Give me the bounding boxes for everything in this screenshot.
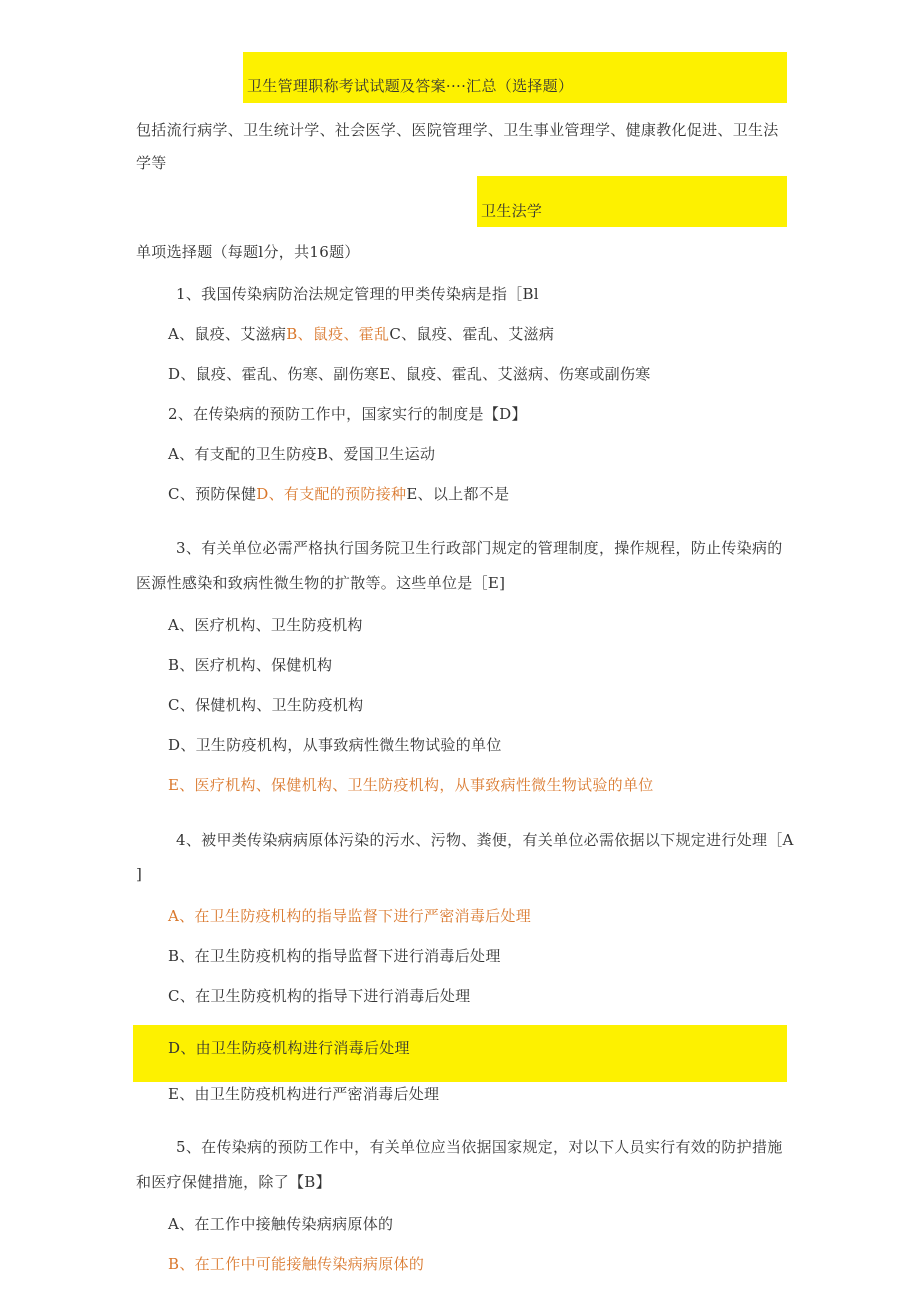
q1-option-c: C、鼠疫、霍乱、艾滋病	[389, 325, 555, 343]
q3-option-a: A、医疗机构、卫生防疫机构	[168, 616, 363, 634]
question-5-stem-line-1: 5、在传染病的预防工作中，有关单位应当依据国家规定，对以下人员实行有效的防护措施	[176, 1138, 783, 1156]
page-title: 卫生管理职称考试试题及答案····汇总（选择题）	[247, 77, 574, 95]
q5-option-a: A、在工作中接触传染病病原体的	[168, 1215, 394, 1233]
question-5-stem-line-2: 和医疗保健措施，除了【B】	[136, 1173, 331, 1191]
q2-option-e: E、以上都不是	[406, 485, 510, 503]
section-title: 卫生法学	[481, 202, 543, 220]
question-1-options-row-1	[168, 324, 554, 344]
question-2-options-row-2	[168, 484, 509, 504]
q2-option-d-answer: D、有支配的预防接种	[256, 485, 407, 503]
question-4-stem-line-2: ]	[136, 865, 143, 883]
question-4-stem-line-1: 4、被甲类传染病病原体污染的污水、污物、粪便，有关单位必需依据以下规定进行处理［A	[176, 831, 794, 849]
q4-option-a-answer: A、在卫生防疫机构的指导监督下进行严密消毒后处理	[168, 907, 532, 925]
question-3-stem-line-1: 3、有关单位必需严格执行国务院卫生行政部门规定的管理制度，操作规程，防止传染病的	[176, 539, 783, 557]
q4-option-e: E、由卫生防疫机构进行严密消毒后处理	[168, 1085, 440, 1103]
q3-option-e-answer: E、医疗机构、保健机构、卫生防疫机构，从事致病性微生物试验的单位	[168, 776, 654, 794]
q5-option-b-answer: B、在工作中可能接触传染病病原体的	[168, 1255, 425, 1273]
question-1-options-row-2: D、鼠疫、霍乱、伤寒、副伤寒E、鼠疫、霍乱、艾滋病、伤寒或副伤寒	[168, 365, 651, 383]
q4-option-d: D、由卫生防疫机构进行消毒后处理	[168, 1039, 410, 1057]
q4-option-c: C、在卫生防疫机构的指导下进行消毒后处理	[168, 987, 471, 1005]
question-3-stem-line-2: 医源性感染和致病性微生物的扩散等。这些单位是［E]	[136, 574, 506, 592]
q3-option-d: D、卫生防疫机构，从事致病性微生物试验的单位	[168, 736, 502, 754]
q2-option-c: C、预防保健	[168, 485, 257, 503]
q3-option-c: C、保健机构、卫生防疫机构	[168, 696, 364, 714]
intro-line-2: 学等	[136, 154, 167, 172]
intro-line-1: 包括流行病学、卫生统计学、社会医学、医院管理学、卫生事业管理学、健康教化促进、卫生法	[136, 121, 779, 139]
q3-option-b: B、医疗机构、保健机构	[168, 656, 333, 674]
section-subtitle: 单项选择题（每题l分，共16题）	[136, 243, 360, 261]
q1-option-b-answer: B、鼠疫、霍乱	[286, 325, 390, 343]
question-2-options-row-1: A、有支配的卫生防疫B、爱国卫生运动	[168, 445, 436, 463]
q1-option-a: A、鼠疫、艾滋病	[168, 325, 287, 343]
question-1-stem: 1、我国传染病防治法规定管理的甲类传染病是指［Bl	[176, 285, 539, 303]
question-2-stem: 2、在传染病的预防工作中，国家实行的制度是【D】	[168, 405, 527, 423]
q4-option-b: B、在卫生防疫机构的指导监督下进行消毒后处理	[168, 947, 501, 965]
